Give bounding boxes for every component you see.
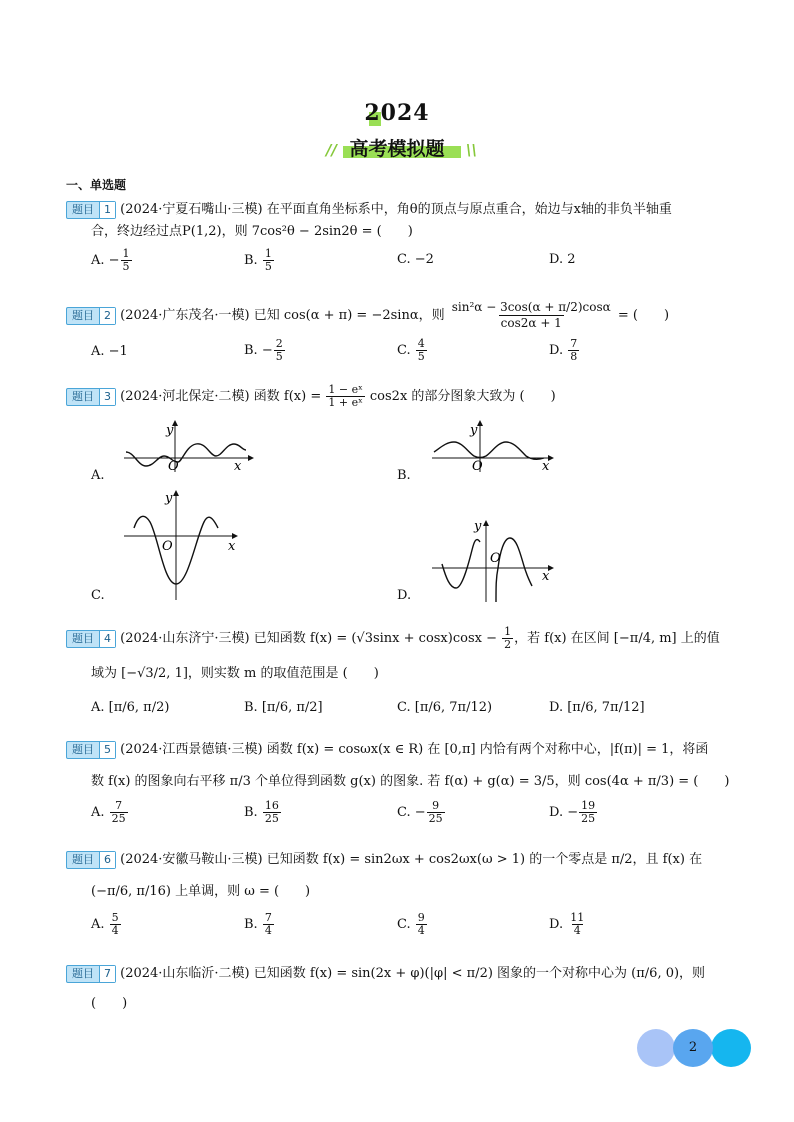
option-c[interactable]: C. $\frac{4}{5}$ xyxy=(397,337,425,363)
title-decoration-left: // xyxy=(326,141,337,159)
question-tag: 题目 5 xyxy=(66,741,116,759)
option-a[interactable]: A. [π/6, π/2) xyxy=(91,700,170,715)
question-5-line2: 数 f(x) 的图象向右平移 π/3 个单位得到函数 g(x) 的图象. 若 f(α) + g(α) = 3/5，则 cos(4α + π/3) = ( ) xyxy=(91,774,730,789)
page-title: 高考模拟题 xyxy=(349,138,445,160)
option-d[interactable]: D. 2 xyxy=(549,252,576,267)
option-b[interactable]: B. $\frac{7}{4}$ xyxy=(244,911,272,937)
option-b[interactable]: B. − $\frac{2}{5}$ xyxy=(244,337,283,363)
svg-text:y: y xyxy=(474,519,482,534)
question-tag: 题目 3 xyxy=(66,388,116,406)
year-heading: 2024 xyxy=(364,100,430,126)
question-1: 题目 1 (2024·宁夏石嘴山·三模) 在平面直角坐标系中，角θ的顶点与原点重合，始边与x轴的非负半轴重 xyxy=(66,198,672,219)
option-a[interactable]: A. − $\frac{1}{5}$ xyxy=(91,247,130,273)
page-decoration-circle xyxy=(711,1029,751,1067)
option-d[interactable]: D. xyxy=(397,588,412,603)
page-decoration-circle xyxy=(637,1029,675,1067)
option-a[interactable]: A. $\frac{7}{25}$ xyxy=(91,799,126,825)
question-5: 题目 5 (2024·江西景德镇·三模) 函数 f(x) = cosωx(x ∈ R) 在 [0,π] 内恰有两个对称中心，|f(π)| = 1，将函 xyxy=(66,738,708,759)
svg-text:x: x xyxy=(542,569,550,584)
question-tag: 题目 7 xyxy=(66,965,116,983)
section-heading: 一、单选题 xyxy=(66,178,127,192)
option-d[interactable]: D. $\frac{11}{4}$ xyxy=(549,911,585,937)
option-b[interactable]: B. $\frac{1}{5}$ xyxy=(244,247,272,273)
question-6: 题目 6 (2024·安徽马鞍山·三模) 已知函数 f(x) = sin2ωx + cos2ωx(ω > 1) 的一个零点是 π/2，且 f(x) 在 xyxy=(66,848,702,869)
question-3: 题目 3 (2024·河北保定·二模) 函数 f(x) = $\frac{\text{1 − eˣ}}{\text{1 + eˣ}}$ cos2x 的部分图象大致为 ( ) xyxy=(66,384,556,409)
option-c[interactable]: C. −2 xyxy=(397,252,434,267)
svg-text:x: x xyxy=(228,539,236,554)
option-a[interactable]: A. $\frac{5}{4}$ xyxy=(91,911,119,937)
option-c[interactable]: C. xyxy=(91,588,105,603)
option-b[interactable]: B. [π/6, π/2] xyxy=(244,700,323,715)
question-1-line2: 合，终边经过点P(1,2)，则 7cos²θ − 2sin2θ = ( ) xyxy=(91,224,413,239)
svg-text:x: x xyxy=(234,459,242,474)
question-6-line2: (−π/6, π/16) 上单调，则 ω = ( ) xyxy=(91,884,311,899)
option-d[interactable]: D. − $\frac{19}{25}$ xyxy=(549,799,596,825)
graph-b[interactable] xyxy=(428,418,568,474)
option-d[interactable]: D. $\frac{7}{8}$ xyxy=(549,337,578,363)
question-tag: 题目 1 xyxy=(66,201,116,219)
svg-text:O: O xyxy=(168,459,179,474)
page-number: 2 xyxy=(688,1040,698,1055)
graph-c[interactable] xyxy=(120,488,250,600)
svg-text:y: y xyxy=(165,491,173,506)
svg-text:O: O xyxy=(490,551,501,566)
question-tag: 题目 2 xyxy=(66,307,116,325)
option-c[interactable]: C. − $\frac{9}{25}$ xyxy=(397,799,443,825)
svg-text:O: O xyxy=(162,539,173,554)
option-c[interactable]: C. [π/6, 7π/12) xyxy=(397,700,493,715)
svg-text:O: O xyxy=(472,459,483,474)
option-c[interactable]: C. $\frac{9}{4}$ xyxy=(397,911,425,937)
svg-text:x: x xyxy=(542,459,550,474)
option-d[interactable]: D. [π/6, 7π/12] xyxy=(549,700,645,715)
graph-a[interactable] xyxy=(120,418,260,474)
question-tag: 题目 4 xyxy=(66,630,116,648)
option-b[interactable]: B. xyxy=(397,468,411,483)
option-b[interactable]: B. $\frac{16}{25}$ xyxy=(244,799,279,825)
graph-d[interactable] xyxy=(428,516,558,602)
question-tag: 题目 6 xyxy=(66,851,116,869)
title-decoration-right: \\ xyxy=(466,141,477,159)
question-7-line2: ( ) xyxy=(91,996,128,1011)
question-4: 题目 4 (2024·山东济宁·三模) 已知函数 f(x) = (√3sinx + cosx)cosx − $\frac{1}{2}$ ，若 f(x) 在区间 [−π/4, m] 上的值 xyxy=(66,626,720,651)
option-a[interactable]: A. xyxy=(91,468,105,483)
question-2: 题目 2 (2024·广东茂名·一模) 已知 cos(α + π) = −2sinα，则 $\frac{\text{sin²α − 3cos(α + π/2)cosα}}{\cos 2\alpha + 1}$ = ( ) xyxy=(66,300,669,331)
option-a[interactable]: A. −1 xyxy=(91,344,128,359)
question-4-line2: 域为 [−√3/2, 1]，则实数 m 的取值范围是 ( ) xyxy=(91,666,379,681)
question-7: 题目 7 (2024·山东临沂·二模) 已知函数 f(x) = sin(2x + φ)(|φ| < π/2) 图象的一个对称中心为 (π/6, 0)，则 xyxy=(66,962,705,983)
svg-text:y: y xyxy=(166,423,174,438)
svg-text:y: y xyxy=(470,423,478,438)
